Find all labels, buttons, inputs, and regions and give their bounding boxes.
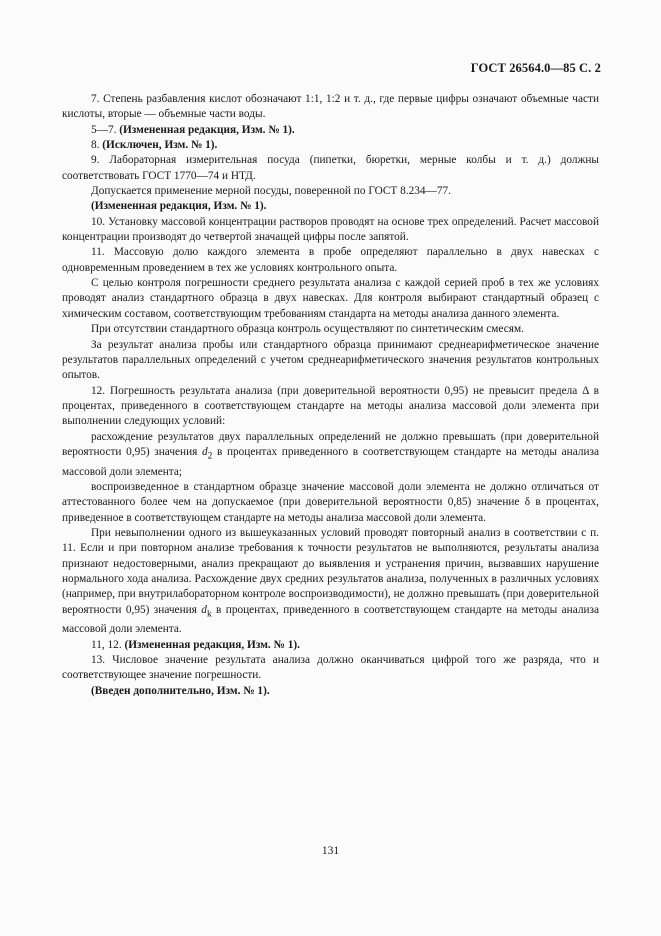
note-11-12: 11, 12. (Измененная редакция, Изм. № 1).	[91, 638, 300, 651]
note-9: (Измененная редакция, Изм. № 1).	[91, 200, 267, 213]
paragraph-12-repeat: При невыполнении одного из вышеуказанных условий проводят повторный анализ в соответствии с п. 11. Если и при повторном анализе требования к точности результатов не выполняются, результаты анализа признают недостоверными, анализ прекращают до выявления и устранения причин, вызвавших нарушение нормального хода анализа. Расхождение двух средних результатов анализа, полученных в различных условиях (например, при внутрилабораторном контроле воспроизводимости), не должно превышать (при доверительной вероятности 0,95) значения $d_k$ в процентах, приведенного в соответствующем стандарте на методы анализа массовой доли элемента.	[62, 526, 600, 636]
paragraph-10: 10. Установку массовой концентрации растворов проводят на основе трех определений. Расчет массовой концентрации производят до четвертой значащей цифры после запятой.	[62, 215, 599, 244]
paragraph-11-result: За результат анализа пробы или стандартного образца принимают среднеарифметическое значение результатов параллельных определений с учетом среднеарифметического значения результатов контрольных опытов.	[62, 338, 599, 382]
document-header: ГОСТ 26564.0—85 С. 2	[470, 61, 601, 75]
note-5-7: 5—7. (Измененная редакция, Изм. № 1).	[91, 123, 295, 136]
paragraph-12-condition-2: воспроизведенное в стандартном образце значение массовой доли элемента не должно отличаться от аттестованного более чем на допускаемое (при доверительной вероятности 0,85) значение δ в процентах, приведенное в соответствующем стандарте на методы анализа массовой доли элемента.	[62, 480, 599, 524]
paragraph-7: 7. Степень разбавления кислот обозначают 1:1, 1:2 и т. д., где первые цифры означают объемные части кислоты, вторые — объемные части воды.	[62, 93, 599, 121]
paragraph-9: 9. Лабораторная измерительная посуда (пипетки, бюретки, мерные колбы и т. д.) должны соответствовать ГОСТ 1770—74 и НТД.	[62, 154, 599, 182]
paragraph-11: 11. Массовую долю каждого элемента в пробе определяют параллельно в двух навесках с одновременным проведением в тех же условиях контрольного опыта.	[62, 246, 599, 274]
note-8: 8. (Исключен, Изм. № 1).	[91, 139, 218, 152]
page-number: 131	[321, 845, 340, 857]
paragraph-11-synthetic: При отсутствии стандартного образца контроль осуществляют по синтетическим смесям.	[91, 323, 524, 336]
paragraph-9-addendum: Допускается применение мерной посуды, поверенной по ГОСТ 8.234—77.	[91, 185, 451, 198]
paragraph-13: 13. Числовое значение результата анализа должно оканчиваться цифрой того же разряда, что и соответствующее значение погрешности.	[62, 653, 599, 682]
paragraph-12-condition-1: расхождение результатов двух параллельных определений не должно превышать (при доверительной вероятности 0,95) значения $d_2$ в процентах приведенного в соответствующем стандарте на методы анализа массовой доли элемента;	[62, 430, 599, 478]
document-body	[62, 92, 599, 699]
paragraph-11-control: С целью контроля погрешности среднего результата анализа с каждой серией проб в тех же условиях проводят анализ стандартного образца в двух навесках. Для контроля выбирают стандартный образец с химическим составом, соответствующим требованиям стандарта на методы анализа данного элемента.	[62, 277, 599, 320]
note-13: (Введен дополнительно, Изм. № 1).	[91, 684, 270, 697]
paragraph-12: 12. Погрешность результата анализа (при доверительной вероятности 0,95) не превысит предела Δ в процентах, приведенного в соответствующем стандарте на методы анализа массовой доли элемента при выполнении следующих условий:	[62, 384, 599, 428]
